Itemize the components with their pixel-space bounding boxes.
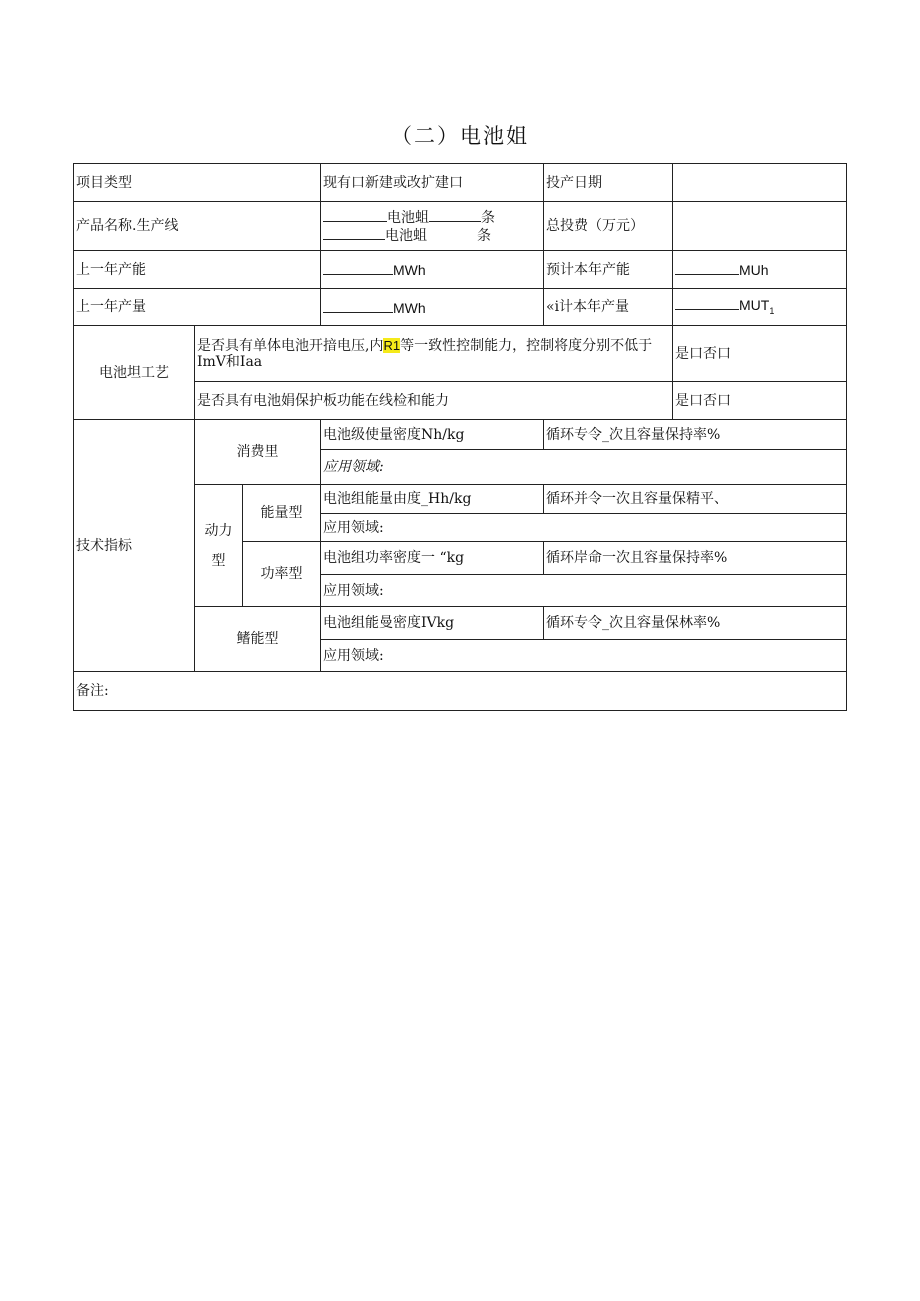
blank-underline[interactable] <box>675 296 739 310</box>
last-capacity-label: 上一年产能 <box>74 251 321 289</box>
last-output-value[interactable]: MWh <box>321 289 544 326</box>
total-investment-label: 总投费（万元） <box>544 202 673 251</box>
power-application[interactable]: 应用领域: <box>321 575 847 607</box>
blank-underline[interactable] <box>429 208 481 222</box>
blank-underline[interactable] <box>675 261 739 275</box>
product-lines-value[interactable] <box>321 202 544 251</box>
process-consistency-question: 是否具有单体电池开揞电压,内R1等一致性控制能力，控制将度分别不低于 ImV和Iaa <box>195 326 673 382</box>
expected-output-value[interactable]: $MUT_1$ <box>673 289 847 326</box>
consumer-cycle[interactable]: 循环专令_次且容量保持率% <box>544 420 847 450</box>
power-density[interactable]: 电池组功率密度一 “kg <box>321 542 544 575</box>
consumer-application[interactable]: 应用领域: <box>321 450 847 485</box>
process-bms-question: 是否具有电池娟保护板功能在线检和能力 <box>195 382 673 420</box>
blank-underline[interactable] <box>323 226 385 240</box>
row-remarks <box>74 672 847 711</box>
energy-density[interactable]: 电池组能量由度_Hh/kg <box>321 485 544 514</box>
row-project-type <box>74 164 847 202</box>
energy-cycle[interactable]: 循环并令一次且容量保精平、 <box>544 485 847 514</box>
product-line-1: 电池蛆 条 <box>323 208 541 226</box>
tech-indicators-label: 技术指标 <box>74 420 195 672</box>
page-title: （二）电池姐 <box>391 124 529 148</box>
expected-capacity-label: 预计本年产能 <box>544 251 673 289</box>
consumer-type-label: 消费里 <box>195 420 321 485</box>
project-type-value[interactable]: 现有口新建或改扩建口 <box>321 164 544 202</box>
process-bms-choice[interactable]: 是口否口 <box>673 382 847 420</box>
commission-date-label: 投产日期 <box>544 164 673 202</box>
product-line-2: 电池蛆 条 <box>323 226 541 244</box>
storage-type-label: 鳍能型 <box>195 607 321 672</box>
blank-underline[interactable] <box>323 299 393 313</box>
total-investment-value[interactable] <box>673 202 847 251</box>
highlighted-text: R1 <box>383 337 401 353</box>
process-label: 电池坦工艺 <box>74 326 195 420</box>
row-last-output <box>74 289 847 326</box>
power-type-label: 功率型 <box>243 542 321 607</box>
product-label: 产品名称.生产线 <box>74 202 321 251</box>
battery-form-table <box>73 163 847 711</box>
row-product <box>74 202 847 251</box>
energy-application[interactable]: 应用领域: <box>321 514 847 542</box>
power-cycle[interactable]: 循环岸命一次且容量保持率% <box>544 542 847 575</box>
project-type-label: 项目类型 <box>74 164 321 202</box>
storage-density[interactable]: 电池组能曼密度IVkg <box>321 607 544 640</box>
row-consumer-density <box>74 420 847 450</box>
last-output-label: 上一年产量 <box>74 289 321 326</box>
consumer-density[interactable]: 电池级使量密度Nh/kg <box>321 420 544 450</box>
storage-cycle[interactable]: 循环专令_次且容量保林率% <box>544 607 847 640</box>
process-consistency-choice[interactable]: 是口否口 <box>673 326 847 382</box>
row-process-1 <box>74 326 847 382</box>
storage-application[interactable]: 应用领域: <box>321 640 847 672</box>
remarks-field[interactable]: 备注: <box>74 672 847 711</box>
commission-date-value[interactable] <box>673 164 847 202</box>
row-last-capacity <box>74 251 847 289</box>
energy-type-label: 能量型 <box>243 485 321 542</box>
expected-output-label: «i计本年产量 <box>544 289 673 326</box>
last-capacity-value[interactable]: MWh <box>321 251 544 289</box>
expected-capacity-value[interactable]: MUh <box>673 251 847 289</box>
blank-underline[interactable] <box>323 208 387 222</box>
power-group-label: 动力 型 <box>195 485 243 607</box>
blank-underline[interactable] <box>323 261 393 275</box>
